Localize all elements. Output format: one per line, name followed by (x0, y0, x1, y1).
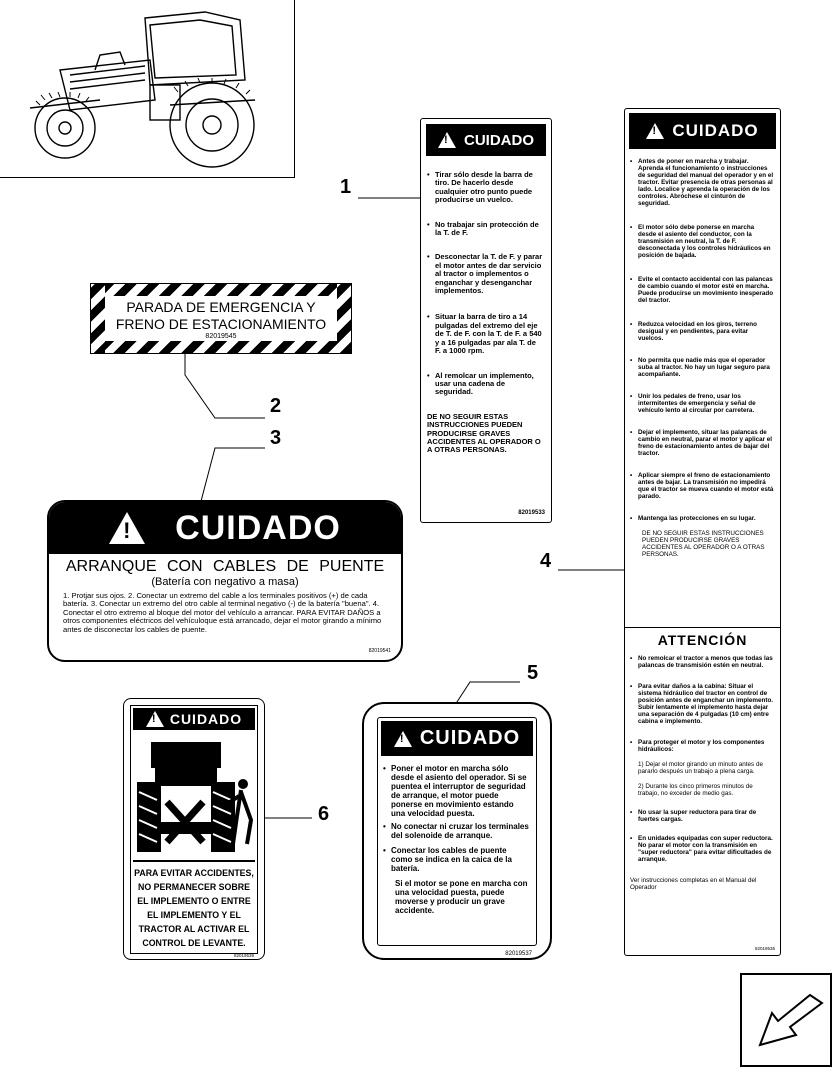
decal-4-title-2: ATTENCIÓN (657, 632, 748, 648)
decal-4-divider (625, 627, 780, 628)
decal-5-item: • Poner el motor en marcha sólo desde el asiento del operador. Si se puentea el interruptor de seguridad de arranque, el motor puede ponerse en movimiento estando una velocidad puesta. (383, 764, 530, 818)
decal-6-cuidado-implemento (123, 698, 265, 960)
decal-4-sub-1: 1) Dejar el motor girando un minuto antes de pararlo después un trabajo a plena carga. (638, 761, 763, 775)
decal-3-body: 1. Protjar sus ojos. 2. Conectar un extremo del cable a los terminales positivos (+) de cada batería. 3. Conectar un extremo del otro cable al terminal negativo (-) de la batería "buena". 4. Conectar el otro extremo al bloque del motor del vehículo a arrancar. PARA EVITAR DAÑOS a otros componentes eléctricos del vehículoque está arrancado, dejar el motor girando a mínimo antes de disconectar los cables de puente. (63, 591, 382, 634)
tractor-illustration (0, 0, 295, 178)
hazard-stripe-right (337, 284, 351, 353)
decal-6-part-number: 82019539 (233, 953, 254, 958)
decal-1-item: • Al remolcar un implemento, usar una cadena de seguridad. (427, 372, 543, 397)
hazard-stripe-bottom (91, 341, 351, 353)
decal-1-header (426, 124, 546, 156)
decal-3-subtitle-2: (Batería con negativo a masa) (151, 576, 299, 588)
decal-1-cuidado-pto (420, 118, 552, 523)
decal-4-header (629, 113, 776, 149)
arrow-icon (742, 975, 830, 1065)
decal-4-sub-2: 2) Durante los cinco primeros minutos de trabajo, no exceder de medio gas. (638, 783, 753, 797)
decal-3-part-number: 82019541 (368, 648, 391, 654)
hazard-stripe-left (91, 284, 105, 353)
decal-1-title: CUIDADO (464, 131, 534, 149)
decal-4-title: CUIDADO (672, 121, 759, 140)
decal-4-item-2: • No remolcar el tractor a menos que todas las palancas de transmisión estén en neutral. (630, 655, 774, 669)
decal-4-footer: Ver instrucciones completas en el Manual del Operador (630, 877, 757, 891)
decal-4-part-number: 82019535 (754, 946, 775, 951)
decal-4-item: • Unir los pedales de freno, usar los intermitentes de emergencia y señal de vehículo lento al circular por carretera. (630, 393, 774, 414)
decal-5-title: CUIDADO (419, 727, 521, 749)
decal-5-part-number: 82019537 (505, 951, 532, 957)
decal-4-cuidado-general (624, 108, 781, 956)
callout-1: 1 (340, 176, 352, 198)
warning-triangle-icon (646, 123, 664, 139)
decal-3-subtitle: ARRANQUE CON CABLES DE PUENTE (65, 558, 385, 575)
decal-4-item: • No permita que nadie más que el operador suba al tractor. No hay un lugar seguro para acompañante. (630, 357, 774, 378)
decal-1-warning: DE NO SEGUIR ESTAS INSTRUCCIONES PUEDEN PRODUCIRSE GRAVES ACCIDENTES AL OPERADOR O A OTRAS PERSONAS. (427, 411, 541, 455)
decal-6-header (133, 708, 255, 730)
decal-4-item: • Mantenga las protecciones en su lugar. (630, 515, 774, 522)
decal-3-title: CUIDADO (175, 508, 341, 547)
warning-triangle-icon: ! (109, 512, 145, 544)
decal-5-header (381, 721, 533, 756)
crush-hazard-icon (133, 732, 255, 860)
decal-4-item: • El motor sólo debe ponerse en marcha desde el asiento del conductor, con la transmisión en neutral, la T. de F. desconectada y los controles hidráulicos en posición de bajada. (630, 224, 774, 259)
decal-4-item-2: • Para evitar daños a la cabina: Situar el sistema hidráulico del tractor en control de posición antes de enganchar un implemento. Subir lentamente el implemento hasta dejar una separación de 4 pulgadas (10 cm) entre cabina e implemento. (630, 683, 774, 725)
decal-4-item: • Dejar el implemento, situar las palancas de cambio en neutral, parar el motor y aplicar el freno de estacionamiento antes de bajar del tractor. (630, 429, 774, 457)
decal-6-text: PARA EVITAR ACCIDENTES, NO PERMANECER SOBRE EL IMPLEMENTO O ENTRE EL IMPLEMENTO Y EL TRACTOR AL ACTIVAR EL CONTROL DE LEVANTE. (133, 860, 255, 950)
decal-4-item-2: • En unidades equipadas con super reductora. No parar el motor con la transmisión en "super reductora" para evitar dificultades de arranque. (630, 835, 774, 863)
decal-5-item: • No conectar ni cruzar los terminales del solenoide de arranque. (383, 822, 530, 840)
decal-1-item: • Desconectar la T. de F. y parar el motor antes de dar servicio al tractor o implementos o enganchar y desenganchar implementos. (427, 253, 543, 295)
callout-4: 4 (540, 550, 552, 572)
decal-2-line-1: PARADA DE EMERGENCIA Y (126, 299, 316, 315)
decal-5-cuidado-arranque (362, 702, 552, 960)
hazard-stripe-top (91, 284, 351, 296)
decal-4-item-2: • No usar la super reductora para tirar de fuertes cargas. (630, 809, 774, 823)
next-page-arrow-box[interactable] (740, 973, 832, 1067)
warning-triangle-icon (146, 711, 164, 727)
crush-hazard-pictogram (133, 732, 255, 860)
decal-4-item: • Aplicar siempre el freno de estacionamiento antes de bajar. La transmisión no impedirá que el tractor se mueva cuando el motor está parado. (630, 472, 774, 500)
callout-2: 2 (270, 395, 282, 417)
decal-4-item: • Evite el contacto accidental con las palancas de cambio cuando el motor esté en marcha. Puede producirse un movimiento inesperado del tractor. (630, 276, 774, 304)
warning-triangle-icon (394, 731, 412, 747)
decal-3-header (49, 502, 401, 554)
decal-4-item: • Reduzca velocidad en los giros, terreno desigual y en pendientes, para evitar vuelcos. (630, 321, 774, 342)
decal-4-item: • Antes de poner en marcha y trabajar. Aprenda el funcionamiento o instrucciones de seguridad del manual del operador y en el tractor. Evitar presencia de otras personas al lado. Localice y aprenda la operación de los controles. Abróchese el cinturón de seguridad. (630, 158, 774, 207)
decal-4-item-2: • Para proteger el motor y los componentes hidráulicos: (630, 739, 774, 753)
callout-3: 3 (270, 427, 282, 449)
decal-1-item: • Situar la barra de tiro a 14 pulgadas del extremo del eje de T. de F. con la T. de F. a 540 y a 16 pulgadas par ala T. de F. a 1000 rpm. (427, 313, 543, 355)
callout-5: 5 (527, 662, 539, 684)
decal-1-item: • Tirar sólo desde la barra de tiro. De hacerlo desde cualquier otro punto puede producirse un vuelco. (427, 171, 543, 205)
decal-6-title: CUIDADO (169, 711, 243, 727)
decal-2-parada-emergencia (90, 283, 352, 354)
callout-6: 6 (318, 803, 330, 825)
decal-5-extra: Si el motor se pone en marcha con una velocidad puesta, puede moverse y producir un grave accidente. (395, 879, 528, 915)
decal-1-part-number: 82019533 (518, 510, 545, 516)
decal-3-arranque-cables (47, 500, 403, 662)
tractor-thumbnail (0, 0, 295, 178)
decal-4-warning: DE NO SEGUIR ESTAS INSTRUCCIONES PUEDEN PRODUCIRSE GRAVES ACCIDENTES AL OPERADOR O A OTRAS PERSONAS. (642, 530, 765, 558)
warning-triangle-icon (438, 132, 456, 148)
decal-5-item: • Conectar los cables de puente como se indica en la caica de la batería. (383, 846, 530, 873)
decal-2-line-2: FRENO DE ESTACIONAMIENTO (115, 316, 327, 332)
decal-2-part-number: 82019545 (205, 333, 237, 340)
decal-1-item: • No trabajar sin protección de la T. de F. (427, 221, 543, 238)
